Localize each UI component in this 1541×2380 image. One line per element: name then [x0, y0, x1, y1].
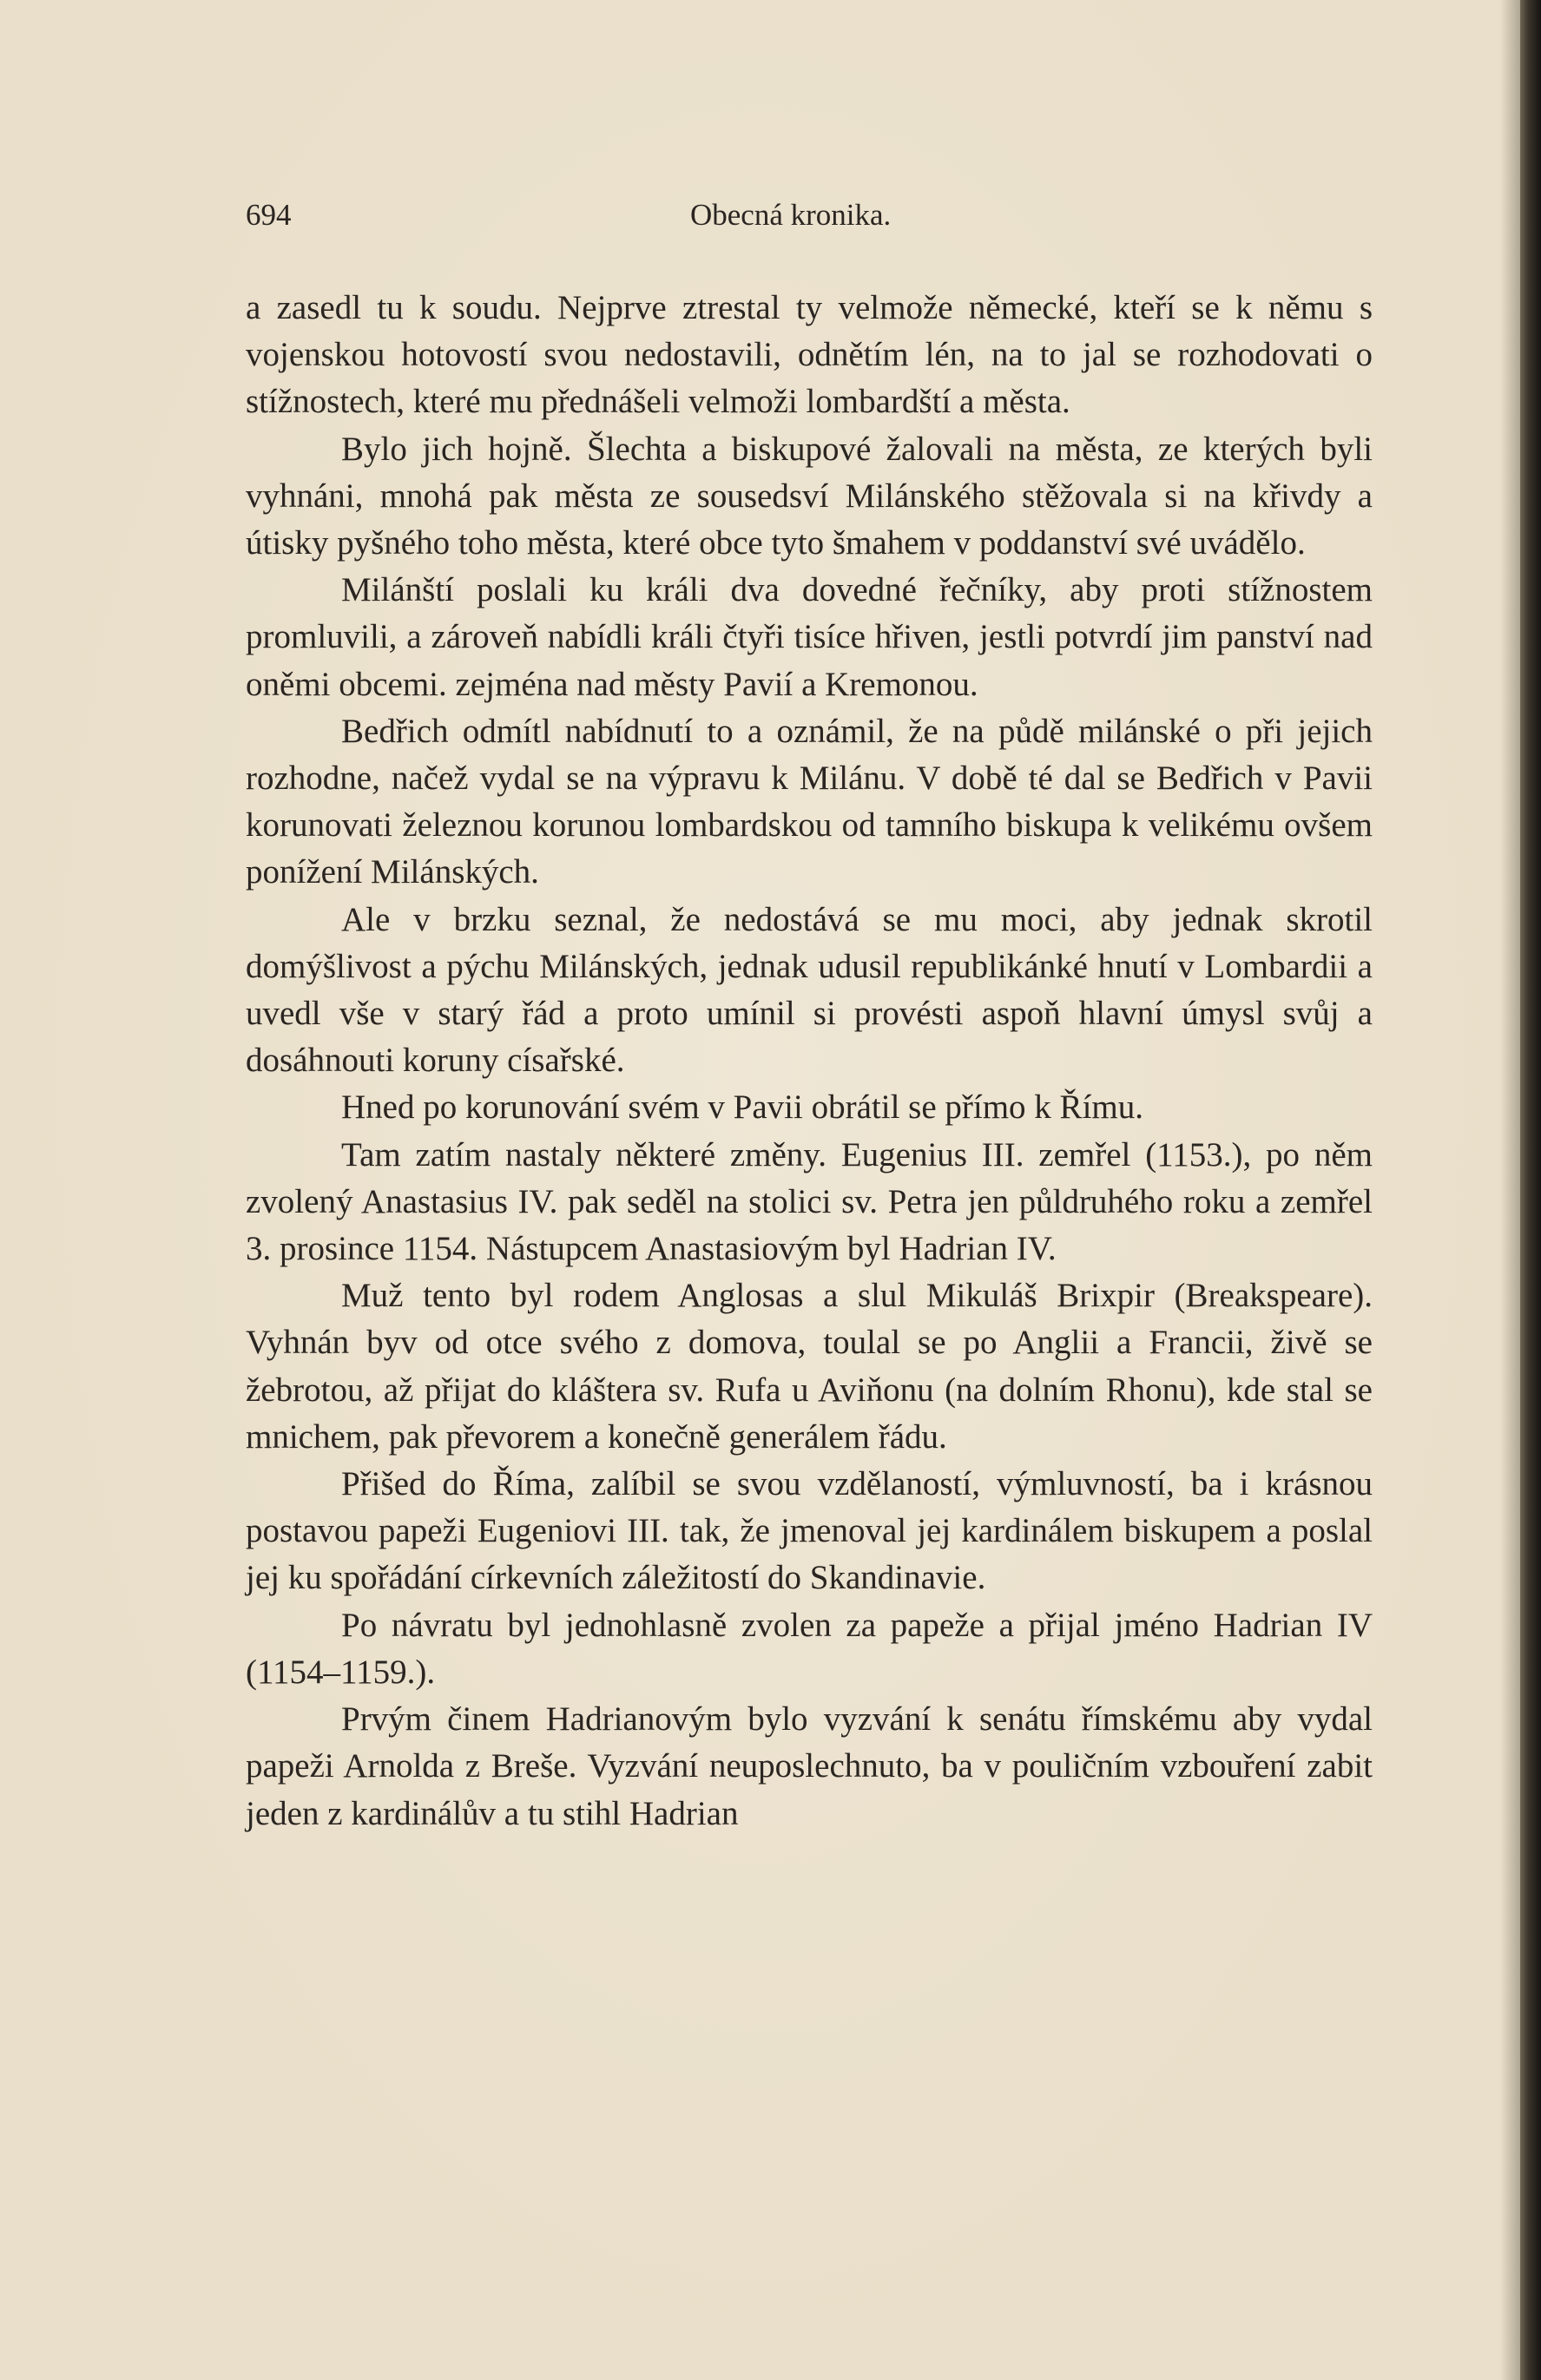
paragraph-2: Bylo jich hojně. Šlechta a biskupové žalovali na města, ze kterých byli vyhnáni, mnohá pak města ze sousedsví Milánského stěžovala si na křivdy a útisky pyšného toho města, které obce tyto šmahem v poddanství své uvádělo. [246, 430, 1373, 562]
paragraph-7: Tam zatím nastaly některé změny. Eugenius III. zemřel (1153.), po něm zvolený Anastasius IV. pak seděl na stolici sv. Petra jen půldruhého roku a zemřel 3. prosince 1154. Nástupcem Anastasiovým byl Hadrian IV. [246, 1135, 1373, 1268]
paragraph-1: a zasedl tu k soudu. Nejprve ztrestal ty velmože německé, kteří se k němu s vojenskou hotovostí svou nedostavili, odnětím lén, na to jal se rozhodovati o stížnostech, které mu přednášeli velmoži lombardští a města. [246, 289, 1373, 421]
paragraph-9: Přišed do Říma, zalíbil se svou vzdělaností, výmluvností, ba i krásnou postavou papeži Eugeniovi III. tak, že jmenoval jej kardinálem biskupem a poslal jej ku spořádání církevních záležitostí do Skandinavie. [246, 1465, 1373, 1597]
paragraph-11: Prvým činem Hadrianovým bylo vyzvání k senátu římskému aby vydal papeži Arnolda z Breše. Vyzvání neuposlechnuto, ba v pouličním vzbouření zabit jeden z kardinálův a tu stihl Hadrian [246, 1700, 1373, 1832]
book-spine-shadow [1520, 0, 1541, 2380]
page-header [246, 198, 1374, 236]
paragraph-8: Muž tento byl rodem Anglosas a slul Mikuláš Brixpir (Breakspeare). Vyhnán byv od otce svého z domova, toulal se po Anglii a Francii, živě se žebrotou, až přijat do kláštera sv. Rufa u Aviňonu (na dolním Rhonu), kde stal se mnichem, pak převorem a konečně generálem řádu. [246, 1277, 1373, 1456]
running-title: Obecná kronika. [690, 198, 892, 232]
page-edge-shading [1500, 0, 1521, 2380]
paragraph-3: Milánští poslali ku králi dva dovedné řečníky, aby proti stížnostem promluvili, a zároveň nabídli králi čtyři tisíce hřiven, jestli potvrdí jim panství nad oněmi obcemi. zejména nad městy Pavií a Kremonou. [246, 571, 1373, 703]
paragraph-10: Po návratu byl jednohlasně zvolen za papeže a přijal jméno Hadrian IV (1154–1159.). [246, 1606, 1373, 1691]
paragraph-6: Hned po korunování svém v Pavii obrátil se přímo k Římu. [341, 1088, 1143, 1127]
body-text [246, 285, 1373, 1838]
paragraph-5: Ale v brzku seznal, že nedostává se mu moci, aby jednak skrotil domýšlivost a pýchu Milánských, jednak udusil republikánké hnutí v Lombardii a uvedl vše v starý řád a proto umínil si provésti aspoň hlavní úmysl svůj a dosáhnouti koruny císařské. [246, 900, 1373, 1080]
page-number: 694 [246, 198, 292, 232]
paragraph-4: Bedřich odmítl nabídnutí to a oznámil, že na půdě milánské o při jejich rozhodne, načež vydal se na výpravu k Milánu. V době té dal se Bedřich v Pavii korunovati železnou korunou lombardskou od tamního biskupa k velikému ovšem ponížení Milánských. [246, 712, 1373, 891]
